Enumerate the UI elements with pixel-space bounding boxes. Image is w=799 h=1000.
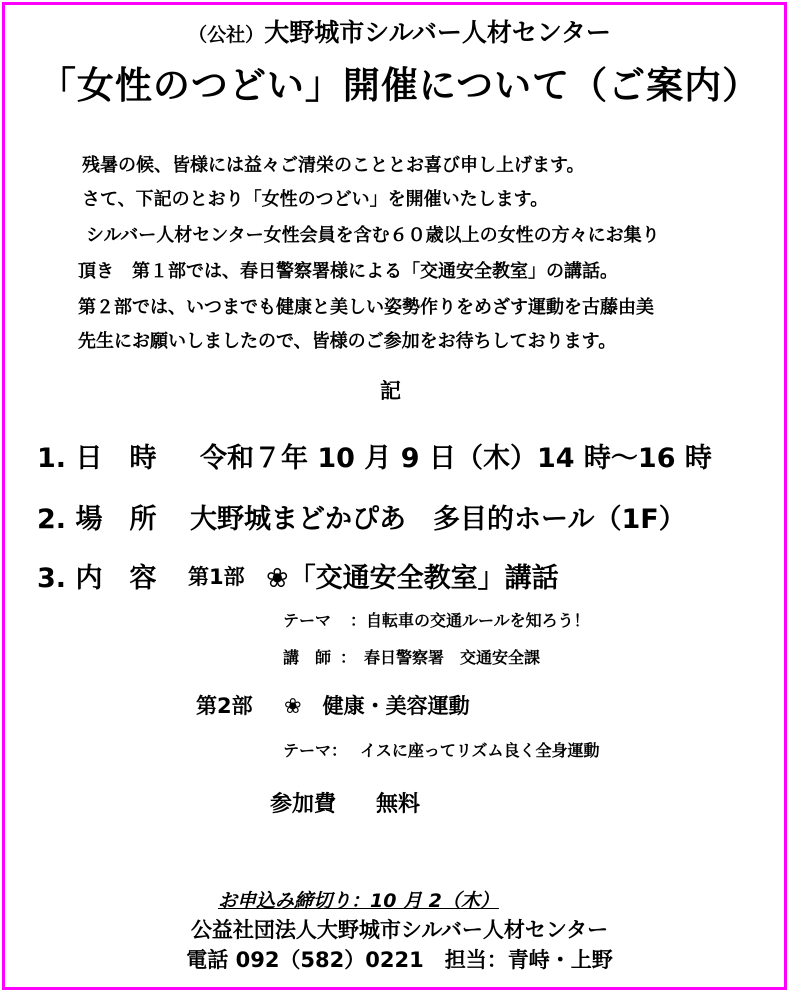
contact-label: 担当： [444, 948, 508, 972]
place-label: 2. 場 所 [37, 504, 157, 535]
intro-line-2: さて、下記のとおり「女性のつどい」を開催いたします。 [82, 189, 549, 210]
part2-label: 第2部 [196, 694, 253, 718]
org-prefix: （公社） [188, 24, 265, 46]
intro-line-3: シルバー人材センター女性会員を含む６０歳以上の女性の方々にお集り [86, 225, 660, 246]
page-title: 「女性のつどい」開催について（ご案内） [38, 64, 761, 107]
fee-label: 参加費 [270, 792, 337, 817]
content-label: 3. 内 容 [37, 563, 157, 594]
ki-label: 記 [380, 379, 401, 403]
part1-lecturer: ： 春日警察署 交通安全課 [340, 648, 541, 667]
organization-heading [0, 13, 799, 49]
part2-title: ❀ 健康・美容運動 [284, 694, 470, 718]
intro-line-6: 先生にお願いしましたので、皆様のご参加をお待ちしております。 [78, 331, 617, 352]
deadline: お申込み締切り：10 月 2（木） [218, 890, 499, 912]
intro-line-1: 残暑の候、皆様には益々ご清栄のこととお喜び申し上げます。 [82, 155, 585, 176]
datetime-label: 1. 日 時 [37, 443, 157, 474]
part1-title: ❀「交通安全教室」講話 [266, 563, 559, 594]
part2-theme: イスに座ってリズム良く全身運動 [360, 741, 600, 760]
datetime-value: 令和７年 10 月 9 日（木）14 時～16 時 [200, 443, 712, 474]
fee-value: 無料 [376, 792, 421, 817]
org-name: 大野城市シルバー人材センター [264, 18, 611, 47]
footer-organization: 公益社団法人大野城市シルバー人材センター [190, 918, 609, 942]
phone-label: 電話 [186, 948, 229, 972]
place-value: 大野城まどかぴあ 多目的ホール（1F） [190, 504, 686, 535]
contact-names: 青峙・上野 [507, 948, 613, 972]
part1-theme-label: テーマ [283, 611, 332, 630]
footer-contact [0, 944, 799, 974]
part1-label: 第1部 [188, 565, 245, 589]
part1-theme: ：自転車の交通ルールを知ろう！ [350, 611, 590, 630]
intro-line-4: 頂き 第１部では、春日警察署様による「交通安全教室」の講話。 [78, 261, 618, 282]
intro-line-5: 第２部では、いつまでも健康と美しい姿勢作りをめざす運動を古藤由美 [78, 297, 654, 318]
phone-number: 092（582）0221 [235, 948, 424, 972]
part1-lecturer-label: 講 師 [283, 648, 332, 667]
part2-theme-label: テーマ： [283, 741, 348, 760]
